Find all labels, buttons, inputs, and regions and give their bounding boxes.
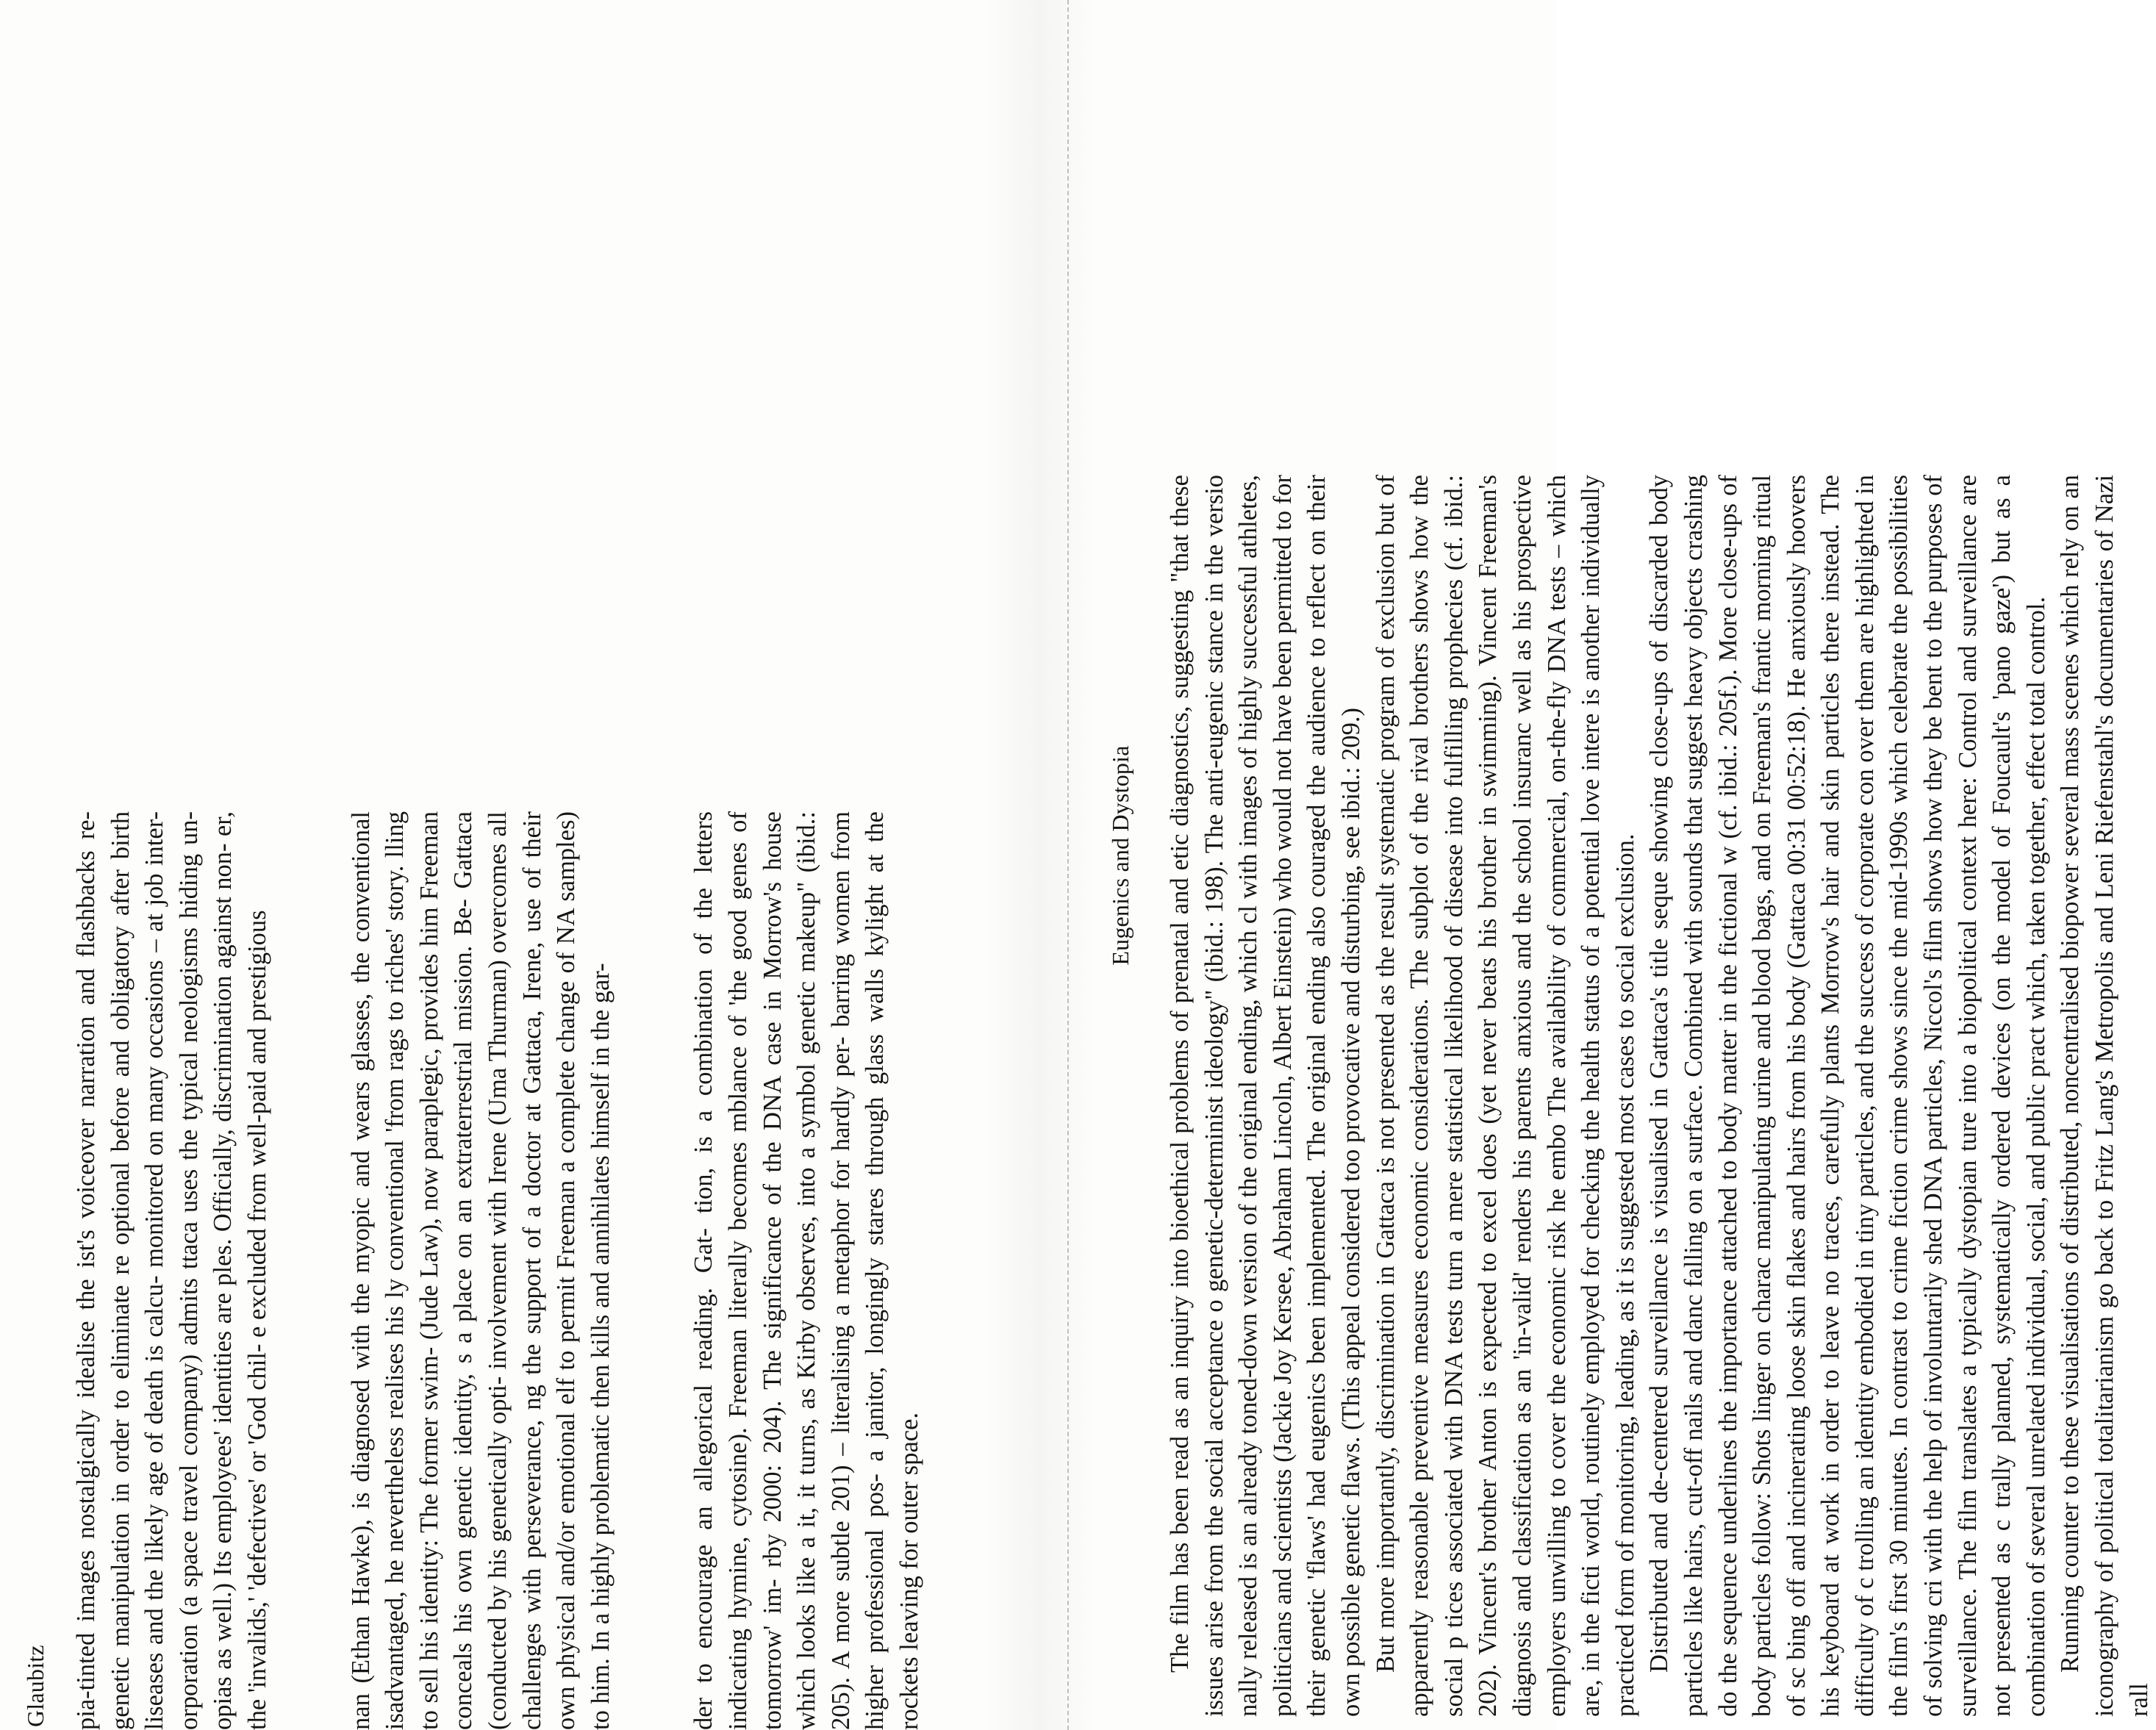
right-paragraph-3: Distributed and de-centered surveillance is visualised in Gattaca's title seque showing close-ups of discarded body particles like hairs, cut-off nails and danc falling on a surface. Combined with sounds that suggest heavy objects crashing do the sequence underlines the importance attached to body matter in the fictional w (cf. ibid.: 205f.). More close-ups of body particles follow: Shots linger on charac manipulating urine and blood bags, and on Freeman's frantic morning ritual of sc bing off and incinerating loose skin flakes and hairs from his body (Gattaca 00:31 00:52:18). He anxiously hoovers his keyboard at work in order to leave no traces, carefully plants Morrow's hair and skin particles there instead. The difficulty of c trolling an identity embodied in tiny particles, and the success of corporate con over them are highlighted in the film's first 30 minutes. In contrast to crime fiction crime shows since the mid-1990s which celebrate the possibilities of solving cri with the help of involuntarily shed DNA particles, Niccol's film shows how they be bent to the purposes of surveillance. The film translates a typically dystopian ture into a biopolitical context here: Control and surveillance are not presented as c trally planned, systematically ordered devices (on the model of Foucault's 'pano gaze') but as a combination of several unrelated individual, social, and public pract which, taken together, effect total control. <box>1645 475 2050 1717</box>
right-page-body <box>1163 475 2156 1717</box>
right-paragraph-4: Running counter to these visualisations of distributed, noncentralised biopower several mass scenes which rely on an iconography of political totalitarianism go back to Fritz Lang's Metropolis and Leni Riefenstahl's documentaries of Nazi rall <box>2056 475 2153 1717</box>
left-page-body <box>69 811 926 1730</box>
left-paragraph-1: pia-tinted images nostalgically idealise the ist's voiceover narration and flashbacks re- genetic manipulation in order to eliminate re optional before and obligatory after birth liseases and the likely age of death is calcu- monitored on many occasions – at job inter- orporation (a space travel company) admits ttaca uses the typical neologisms hiding un- opias as well.) Its employees' identities are ples. Officially, discrimination against non- er, the 'invalids,' 'defectives' or 'God chil- e excluded from well-paid and prestigious <box>72 811 271 1730</box>
left-paragraph-2: nan (Ethan Hawke), is diagnosed with the myopic and wears glasses, the conventional isadvantaged, he nevertheless realises his ly conventional 'from rags to riches' story. lling to sell his identity: The former swim- (Jude Law), now paraplegic, provides him Freeman conceals his own genetic identity, s a place on an extraterrestrial mission. Be- Gattaca (conducted by his genetically opti- involvement with Irene (Uma Thurman) overcomes all challenges with perseverance, ng the support of a doctor at Gattaca, Irene, use of their own physical and/or emotional elf to permit Freeman a complete change of NA samples) to him. In a highly problematic then kills and annihilates himself in the gar- <box>346 811 615 1730</box>
left-running-head: Glaubitz <box>22 1645 49 1727</box>
gutter-shadow <box>985 0 1095 1730</box>
right-running-head: Eugenics and Dystopia <box>1107 745 1133 966</box>
page-gutter-divider <box>1067 0 1069 1730</box>
left-paragraph-3: der to encourage an allegorical reading. Gat- tion, is a combination of the letters indicating hymine, cytosine). Freeman literally becomes mblance of 'the good genes of tomorrow' im- rby 2000: 204). The significance of the DNA case in Morrow's house which looks like a it, it turns, as Kirby observes, into a symbol genetic makeup" (ibid.: 205). A more subtle 201) – literalising a metaphor for hardly per- barring women from higher professional pos- a janitor, longingly stares through glass walls kylight at the rockets leaving for outer space. <box>690 811 923 1730</box>
right-paragraph-2: But more importantly, discrimination in Gattaca is not presented as the result systematic program of exclusion but of apparently reasonable preventive measures economic considerations. The subplot of the rival brothers shows how the social p tices associated with DNA tests turn a mere statistical likelihood of disease into fulfilling prophecies (cf. ibid.: 202). Vincent's brother Anton is expected to excel does (yet never beats his brother in swimming). Vincent Freeman's diagnosis and classification as an 'in-valid' renders his parents anxious and the school insuranc well as his prospective employers unwilling to cover the economic risk he embo The availability of commercial, on-the-fly DNA tests – which are, in the ficti world, routinely employed for checking the health status of a potential love intere is another individually practiced form of monitoring, leading, as it is suggested most cases to social exclusion. <box>1371 475 1639 1717</box>
left-page <box>12 0 975 1730</box>
right-page <box>1097 0 2153 1730</box>
right-paragraph-1: The film has been read as an inquiry into bioethical problems of prenatal and etic diagnostics, suggesting "that these issues arise from the social acceptance o genetic-determinist ideology" (ibid.: 198). The anti-eugenic stance in the versio nally released is an already toned-down version of the original ending, which cl with images of highly successful athletes, politicians and scientists (Jackie Joy Kersee, Abraham Lincoln, Albert Einstein) who would not have been permitted to for their genetic 'flaws' had eugenics been implemented. The original ending also couraged the audience to reflect on their own possible genetic flaws. (This appeal considered too provocative and disturbing, see ibid.: 209.) <box>1166 475 1365 1717</box>
